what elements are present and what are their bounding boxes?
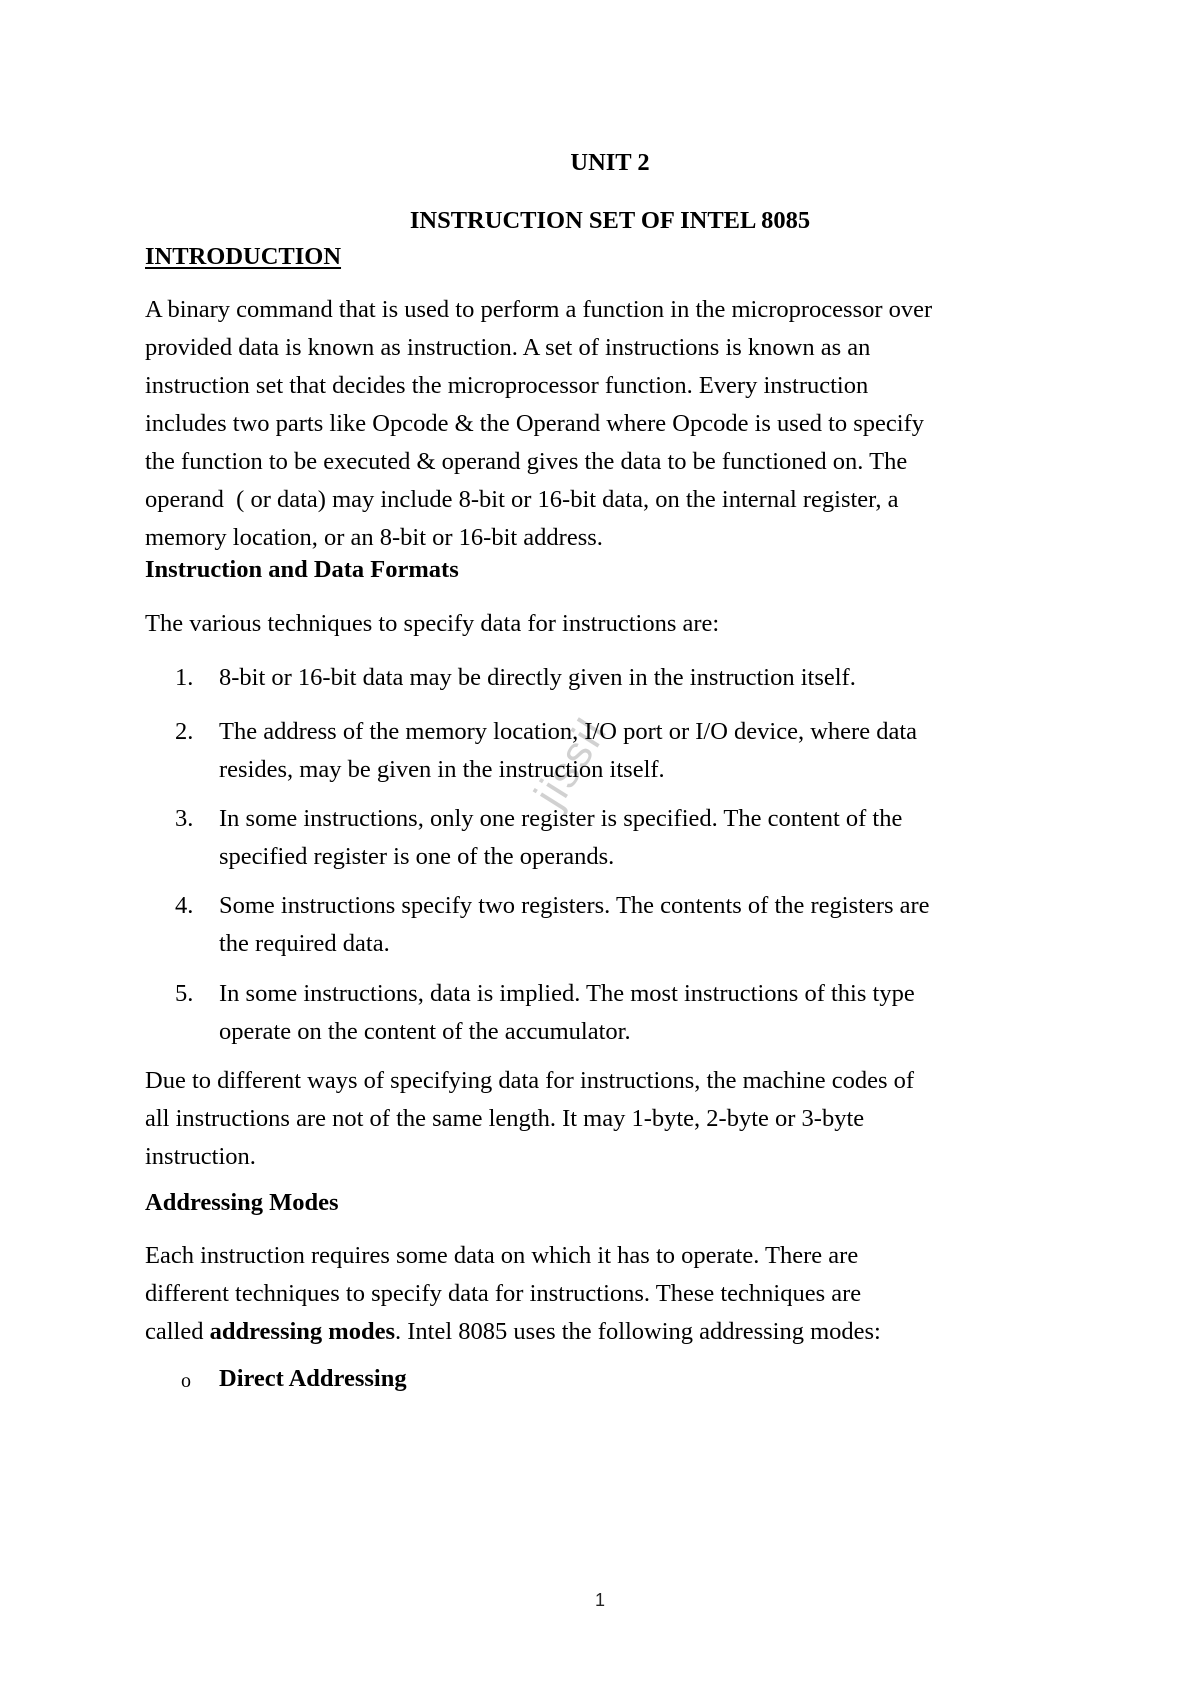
unit-heading: UNIT 2 — [570, 149, 650, 176]
intro-line: A binary command that is used to perform a function in the microprocessor over — [145, 296, 933, 323]
addressing-modes-term: addressing modes — [209, 1318, 396, 1345]
list-item-line: In some instructions, data is implied. The most instructions of this type — [219, 980, 915, 1007]
list-item-number: 1. — [175, 664, 194, 691]
list-item-line: resides, may be given in the instruction itself. — [219, 756, 665, 783]
list-item-text — [219, 887, 1075, 963]
intro-line: includes two parts like Opcode & the Operand where Opcode is used to specify — [145, 410, 925, 437]
formats-closing-paragraph — [145, 1062, 1075, 1176]
list-item-text — [219, 975, 1075, 1051]
list-item-line: operate on the content of the accumulator. — [219, 1018, 631, 1045]
addressing-line: Each instruction requires some data on which it has to operate. There are — [145, 1242, 859, 1269]
document-title: INSTRUCTION SET OF INTEL 8085 — [409, 207, 811, 234]
list-item-line: The address of the memory location, I/O port or I/O device, where data — [219, 718, 917, 745]
list-item-line: specified register is one of the operands. — [219, 843, 615, 870]
formats-heading: Instruction and Data Formats — [145, 556, 459, 583]
intro-line: memory location, or an 8-bit or 16-bit address. — [145, 524, 603, 551]
closing-line: Due to different ways of specifying data for instructions, the machine codes of — [145, 1067, 915, 1094]
watermark: jissil — [525, 709, 617, 816]
list-item-number: 5. — [175, 980, 194, 1007]
closing-line: all instructions are not of the same length. It may 1-byte, 2-byte or 3-byte — [145, 1105, 865, 1132]
addressing-line: different techniques to specify data for instructions. These techniques are — [145, 1280, 862, 1307]
introduction-heading: INTRODUCTION — [145, 243, 342, 270]
addressing-line-prefix: called — [145, 1318, 210, 1345]
list-item-text — [219, 800, 1075, 876]
addressing-paragraph — [145, 1237, 1075, 1351]
page-number: 1 — [594, 1590, 605, 1610]
addressing-line — [145, 1313, 1075, 1351]
intro-line: provided data is known as instruction. A set of instructions is known as an — [145, 334, 871, 361]
list-item-line: 8-bit or 16-bit data may be directly given in the instruction itself. — [219, 664, 856, 691]
closing-line: instruction. — [145, 1143, 256, 1170]
list-item-number: 4. — [175, 892, 194, 919]
bullet-icon: o — [181, 1370, 191, 1392]
intro-line: instruction set that decides the microprocessor function. Every instruction — [145, 372, 869, 399]
list-item-line: In some instructions, only one register is specified. The content of the — [219, 805, 903, 832]
list-item-line: the required data. — [219, 930, 390, 957]
list-item-text — [219, 713, 1075, 789]
formats-intro: The various techniques to specify data for instructions are: — [145, 610, 720, 637]
bullet-item-text: Direct Addressing — [219, 1365, 407, 1392]
list-item-text — [219, 659, 1075, 697]
list-item-number: 2. — [175, 718, 194, 745]
addressing-heading: Addressing Modes — [145, 1189, 339, 1216]
addressing-line-suffix: . Intel 8085 uses the following addressing modes: — [395, 1318, 881, 1345]
list-item-line: Some instructions specify two registers. The contents of the registers are — [219, 892, 930, 919]
list-item-number: 3. — [175, 805, 194, 832]
intro-line: operand ( or data) may include 8-bit or 16-bit data, on the internal register, a — [145, 486, 899, 513]
intro-line: the function to be executed & operand gives the data to be functioned on. The — [145, 448, 908, 475]
introduction-paragraph — [145, 291, 1075, 557]
